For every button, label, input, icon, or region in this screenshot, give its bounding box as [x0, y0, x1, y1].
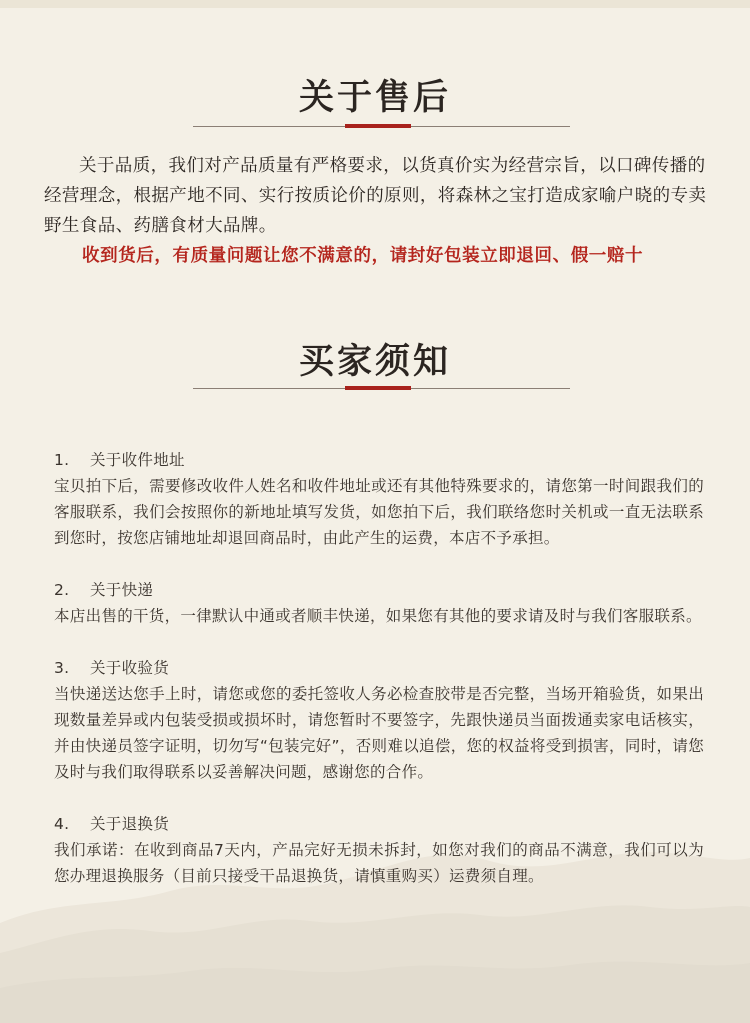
notice-item-returns	[54, 811, 704, 889]
return-guarantee-highlight: 收到货后，有质量问题让您不满意的，请封好包装立即退回、假一赔十	[82, 246, 644, 266]
notice-body: 宝贝拍下后，需要修改收件人姓名和收件地址或还有其他特殊要求的，请您第一时间跟我们的客服联系，我们会按照你的新地址填写发货，如您拍下后，我们联络您时关机或一直无法联系到您时，按您店铺地址却退回商品时，由此产生的运费，本店不予承担。	[54, 477, 704, 547]
notice-body: 我们承诺：在收到商品7天内，产品完好无损未拆封，如您对我们的商品不满意，我们可以为您办理退换服务（目前只接受干品退换货，请慎重购买）运费须自理。	[54, 841, 704, 885]
notice-body: 本店出售的干货，一律默认中通或者顺丰快递，如果您有其他的要求请及时与我们客服联系。	[54, 607, 702, 625]
notice-heading: 关于收验货	[90, 659, 170, 677]
after-sales-intro	[44, 151, 710, 271]
notice-number: 4.	[54, 815, 70, 833]
notice-heading: 关于快递	[90, 581, 154, 599]
notice-heading: 关于退换货	[90, 815, 170, 833]
notice-item-express	[54, 577, 704, 629]
notice-number: 2.	[54, 581, 70, 599]
buyer-notice-divider-accent	[345, 386, 411, 390]
after-sales-divider-accent	[345, 124, 411, 128]
notice-item-inspection	[54, 655, 704, 785]
notice-item-address	[54, 447, 704, 551]
notice-body: 当快递送达您手上时，请您或您的委托签收人务必检查胶带是否完整，当场开箱验货，如果出现数量差异或内包装受损或损坏时，请您暂时不要签字，先跟快递员当面拨通卖家电话核实，并由快递员签字证明，切勿写“包装完好”，否则难以追偿，您的权益将受到损害，同时，请您及时与我们取得联系以妥善解决问题，感谢您的合作。	[54, 685, 704, 781]
notice-number: 3.	[54, 659, 70, 677]
top-band	[0, 0, 750, 8]
quality-paragraph: 关于品质，我们对产品质量有严格要求，以货真价实为经营宗旨，以口碑传播的经营理念，根据产地不同、实行按质论价的原则，将森林之宝打造成家喻户晓的专卖野生食品、药膳食材大品牌。	[44, 156, 707, 236]
notice-number: 1.	[54, 451, 70, 469]
notice-heading: 关于收件地址	[90, 451, 185, 469]
buyer-notice-title: 买家须知	[298, 341, 451, 382]
buyer-notice-list	[54, 447, 704, 915]
after-sales-title: 关于售后	[298, 77, 451, 118]
